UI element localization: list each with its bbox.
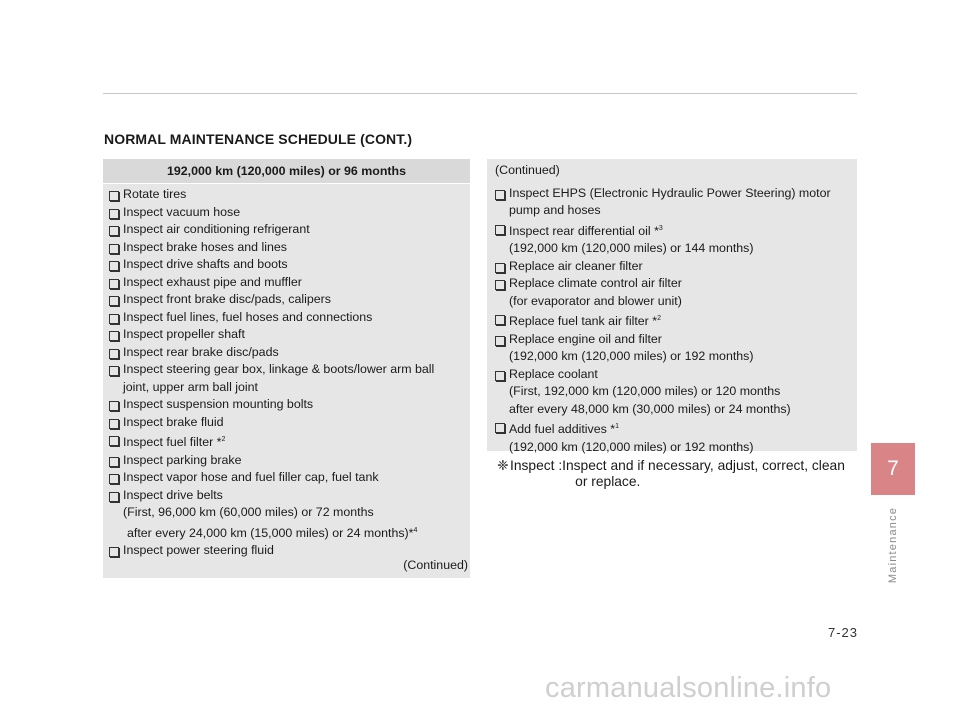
list-item: Replace air cleaner filter xyxy=(495,258,851,276)
list-item: Replace engine oil and filter (192,000 km (120,000 miles) or 192 months) xyxy=(495,331,851,366)
checkbox-icon xyxy=(109,436,119,446)
left-checklist xyxy=(103,184,470,560)
checkbox-icon xyxy=(495,336,505,346)
list-item: Inspect propeller shaft xyxy=(109,326,470,344)
checkbox-icon xyxy=(495,190,505,200)
list-item: Inspect rear brake disc/pads xyxy=(109,344,470,362)
checkbox-icon xyxy=(109,314,119,324)
list-item: Inspect fuel filter *$^2$ xyxy=(109,431,470,452)
checkbox-icon xyxy=(109,457,119,467)
checkbox-icon xyxy=(109,191,119,201)
list-item: Inspect power steering fluid xyxy=(109,542,470,560)
list-item: Inspect front brake disc/pads, calipers xyxy=(109,291,470,309)
page-number: 7-23 xyxy=(828,625,859,640)
checkbox-icon xyxy=(109,279,119,289)
checkbox-icon xyxy=(109,419,119,429)
section-title: NORMAL MAINTENANCE SCHEDULE (CONT.) xyxy=(104,131,413,147)
list-item: Replace fuel tank air filter *$^2$ xyxy=(495,310,851,331)
list-item: Inspect drive shafts and boots xyxy=(109,256,470,274)
checkbox-icon xyxy=(109,244,119,254)
checkbox-icon xyxy=(109,492,119,502)
right-schedule-panel xyxy=(487,159,857,454)
checkbox-icon xyxy=(109,474,119,484)
checkbox-icon xyxy=(109,547,119,557)
inspect-note: ❈ Inspect : Inspect and if necessary, adjust, correct, clean or replace. xyxy=(497,458,845,489)
list-item: Inspect brake hoses and lines xyxy=(109,239,470,257)
list-item: Inspect air conditioning refrigerant xyxy=(109,221,470,239)
list-item: Inspect rear differential oil *$^3$ (192,000 km (120,000 miles) or 144 months) xyxy=(495,220,851,258)
list-item: Inspect brake fluid xyxy=(109,414,470,432)
list-item: Add fuel additives *$^1$ (192,000 km (120,000 miles) or 192 months) xyxy=(495,418,851,456)
list-item: Replace climate control air filter (for evaporator and blower unit) xyxy=(495,275,851,310)
list-item: Inspect drive belts (First, 96,000 km (60,000 miles) or 72 months after every 24,000 km (15,000 miles) or 24 months)*$^4$ xyxy=(109,487,470,543)
continued-label: (Continued) xyxy=(495,163,560,177)
list-item: Inspect EHPS (Electronic Hydraulic Power Steering) motor pump and hoses xyxy=(495,185,851,220)
note-symbol-icon: ❈ xyxy=(497,458,509,473)
list-item: Inspect suspension mounting bolts xyxy=(109,396,470,414)
list-item: Inspect vapor hose and fuel filler cap, fuel tank xyxy=(109,469,470,487)
checkbox-icon xyxy=(109,296,119,306)
checkbox-icon xyxy=(495,225,505,235)
note-label: Inspect : xyxy=(510,458,563,473)
watermark: carmanualsonline.info xyxy=(545,672,832,704)
list-item: Inspect exhaust pipe and muffler xyxy=(109,274,470,292)
list-item: Inspect parking brake xyxy=(109,452,470,470)
list-item: Inspect fuel lines, fuel hoses and connections xyxy=(109,309,470,327)
checkbox-icon xyxy=(495,371,505,381)
checkbox-icon xyxy=(109,331,119,341)
checkbox-icon xyxy=(109,366,119,376)
checkbox-icon xyxy=(495,423,505,433)
checkbox-icon xyxy=(109,401,119,411)
checkbox-icon xyxy=(495,315,505,325)
chapter-tab: 7 xyxy=(871,443,915,495)
continued-label: (Continued) xyxy=(403,558,468,572)
left-schedule-panel xyxy=(103,159,470,578)
list-item: Inspect vacuum hose xyxy=(109,204,470,222)
checkbox-icon xyxy=(495,280,505,290)
checkbox-icon xyxy=(495,263,505,273)
checkbox-icon xyxy=(109,261,119,271)
left-panel-header: 192,000 km (120,000 miles) or 96 months xyxy=(103,159,470,184)
checkbox-icon xyxy=(109,209,119,219)
list-item: Inspect steering gear box, linkage & boots/lower arm ball joint, upper arm ball joint xyxy=(109,361,470,396)
top-rule xyxy=(103,93,857,94)
list-item: Replace coolant (First, 192,000 km (120,000 miles) or 120 months after every 48,000 km (30,000 miles) or 24 months) xyxy=(495,366,851,419)
list-item: Rotate tires xyxy=(109,186,470,204)
checkbox-icon xyxy=(109,349,119,359)
checkbox-icon xyxy=(109,226,119,236)
chapter-label: Maintenance xyxy=(887,506,899,584)
